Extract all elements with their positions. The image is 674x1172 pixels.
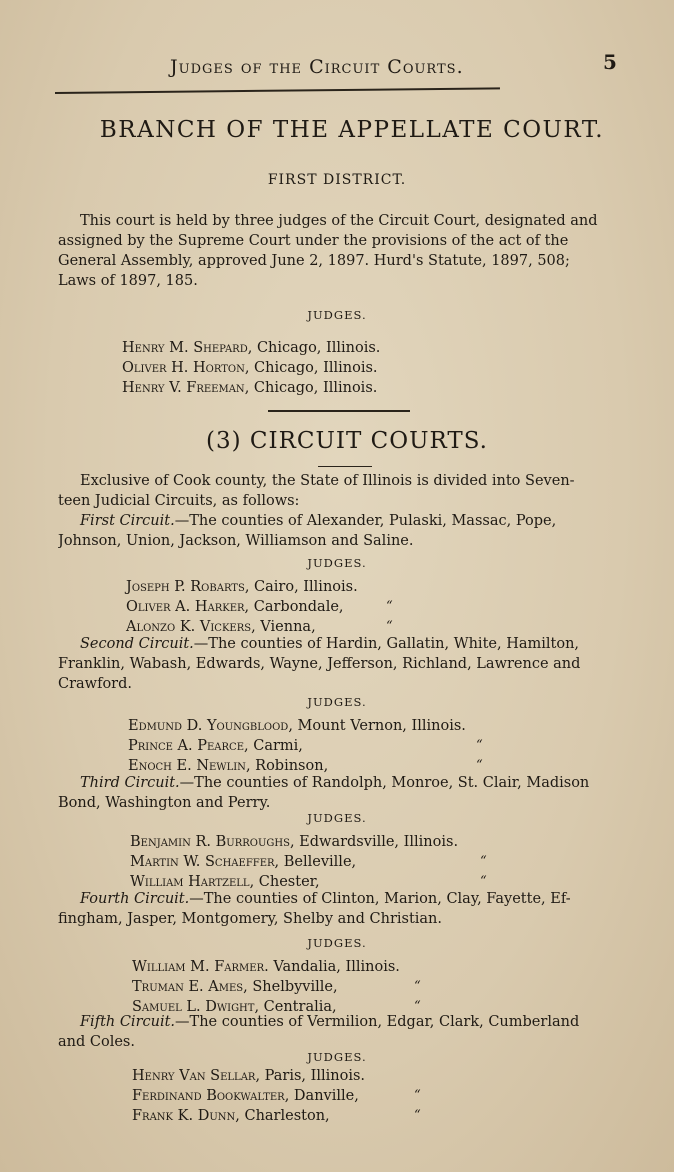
circuit-name: First Circuit. <box>80 513 175 529</box>
judge-place: , Carbondale, <box>244 599 344 615</box>
judge-entry <box>122 358 380 378</box>
judges-label: JUDGES. <box>307 936 367 950</box>
judges-label: JUDGES. <box>307 308 367 322</box>
judge-name: Enoch E. Newlin <box>128 758 246 774</box>
circuit-desc: —The counties of Vermilion, Edgar, Clark, Cumberland <box>175 1014 580 1030</box>
ditto-mark: “ <box>480 854 487 869</box>
paragraph-line <box>58 889 624 909</box>
paragraph-line: teen Judicial Circuits, as follows: <box>58 493 300 509</box>
paragraph-line <box>58 511 624 531</box>
second-circuit-description <box>58 634 624 694</box>
judge-entry <box>132 957 400 977</box>
district-heading: FIRST DISTRICT. <box>267 172 407 188</box>
judge-name: Truman E. Ames <box>132 979 244 995</box>
judges-label: JUDGES. <box>307 811 367 825</box>
paragraph-line <box>58 1012 624 1032</box>
judge-place: , Edwardsville, Illinois. <box>289 834 459 850</box>
paragraph-line: Exclusive of Cook county, the State of Illinois is divided into Seven- <box>80 473 575 489</box>
judge-place: , Vienna, <box>251 619 316 635</box>
circuit-desc: —The counties of Hardin, Gallatin, White, Hamilton, <box>193 636 580 652</box>
judge-name: Oliver H. Horton <box>122 360 245 376</box>
first-circuit-judge-list <box>126 577 393 637</box>
judge-entry <box>128 716 466 736</box>
judge-entry <box>122 338 380 358</box>
judge-place: , Robinson, <box>245 758 329 774</box>
page-number: 5 <box>603 50 617 74</box>
paragraph-line: Johnson, Union, Jackson, Williamson and Saline. <box>58 533 414 549</box>
fifth-circuit-description <box>58 1012 624 1052</box>
fourth-circuit-judge-list <box>132 957 421 1017</box>
fourth-circuit-description <box>58 889 624 929</box>
judge-name: Henry M. Shepard <box>122 340 248 356</box>
paragraph-line: Franklin, Wabash, Edwards, Wayne, Jefferson, Richland, Lawrence and <box>58 656 581 672</box>
paragraph-line: General Assembly, approved June 2, 1897. Hurd's Statute, 1897, 508; <box>58 253 570 269</box>
header-rule <box>55 87 500 94</box>
judge-entry <box>126 597 393 617</box>
circuit-desc: —The counties of Clinton, Marion, Clay, Fayette, Ef- <box>189 891 571 907</box>
judge-place: , Chicago, Illinois. <box>244 380 378 396</box>
circuit-desc: —The counties of Alexander, Pulaski, Massac, Pope, <box>174 513 557 529</box>
ditto-mark: “ <box>386 619 393 634</box>
circuit-name: Second Circuit. <box>80 636 194 652</box>
appellate-judge-list <box>122 338 380 398</box>
judge-entry <box>130 832 458 852</box>
judge-entry <box>130 852 487 872</box>
judge-place: , Belleville, <box>274 854 357 870</box>
judge-place: , Chester, <box>249 874 320 890</box>
judge-name: Henry V. Freeman <box>122 380 245 396</box>
paragraph-line <box>58 773 624 793</box>
judge-name: William M. Farmer <box>132 959 265 975</box>
ditto-mark: “ <box>386 599 393 614</box>
judge-place: , Chicago, Illinois. <box>247 340 381 356</box>
judge-name: Ferdinand Bookwalter <box>132 1088 285 1104</box>
judge-entry <box>132 1086 421 1106</box>
judge-name: Prince A. Pearce <box>128 738 244 754</box>
judge-name: Benjamin R. Burroughs <box>130 834 290 850</box>
judge-entry <box>132 1106 421 1126</box>
ditto-mark: “ <box>414 999 421 1014</box>
ditto-mark: “ <box>414 1108 421 1123</box>
judge-name: Frank K. Dunn <box>132 1108 236 1124</box>
paragraph-line <box>58 634 624 654</box>
appellate-court-heading: BRANCH OF THE APPELLATE COURT. <box>99 117 605 143</box>
ditto-mark: “ <box>480 874 487 889</box>
judge-entry <box>128 736 483 756</box>
fifth-circuit-judge-list <box>132 1066 421 1126</box>
circuits-intro <box>58 471 624 511</box>
section-divider <box>268 410 410 412</box>
judge-entry <box>132 977 421 997</box>
judge-name: Oliver A. Harker <box>126 599 245 615</box>
judge-place: , Danville, <box>284 1088 359 1104</box>
judges-label: JUDGES. <box>307 556 367 570</box>
judge-place: , Cairo, Illinois. <box>244 579 358 595</box>
judge-place: , Mount Vernon, Illinois. <box>288 718 466 734</box>
judge-place: , Paris, Illinois. <box>255 1068 366 1084</box>
paragraph-line: Bond, Washington and Perry. <box>58 795 271 811</box>
judge-name: William Hartzell <box>130 874 250 890</box>
judges-label: JUDGES. <box>307 695 367 709</box>
judge-name: Martin W. Schaeffer <box>130 854 275 870</box>
judge-place: , Centralia, <box>254 999 337 1015</box>
paragraph-line: fingham, Jasper, Montgomery, Shelby and Christian. <box>58 911 443 927</box>
circuit-desc: —The counties of Randolph, Monroe, St. Clair, Madison <box>179 775 590 791</box>
judge-name: Samuel L. Dwight <box>132 999 255 1015</box>
ditto-mark: “ <box>414 979 421 994</box>
circuit-name: Third Circuit. <box>80 775 180 791</box>
paragraph-line: Crawford. <box>58 676 133 692</box>
judge-name: Alonzo K. Vickers <box>126 619 252 635</box>
paragraph-line: This court is held by three judges of the Circuit Court, designated and <box>80 213 598 229</box>
second-circuit-judge-list <box>128 716 483 776</box>
judge-place: , Chicago, Illinois. <box>244 360 378 376</box>
judge-place: , Carmi, <box>244 738 303 754</box>
judge-name: Joseph P. Robarts <box>126 579 245 595</box>
running-head <box>0 50 674 80</box>
third-circuit-description <box>58 773 624 813</box>
heading-underline <box>318 466 372 467</box>
judge-entry <box>132 1066 365 1086</box>
running-title: Judges of the Circuit Courts. <box>170 56 464 78</box>
third-circuit-judge-list <box>130 832 487 892</box>
ditto-mark: “ <box>476 738 483 753</box>
circuit-name: Fourth Circuit. <box>80 891 190 907</box>
judge-name: Edmund D. Youngblood <box>128 718 289 734</box>
judges-label: JUDGES. <box>307 1050 367 1064</box>
judge-place: . Vandalia, Illinois. <box>264 959 400 975</box>
judge-place: , Charleston, <box>235 1108 330 1124</box>
paragraph-line: and Coles. <box>58 1034 135 1050</box>
paragraph-line: assigned by the Supreme Court under the provisions of the act of the <box>58 233 569 249</box>
ditto-mark: “ <box>476 758 483 773</box>
judge-entry <box>126 577 358 597</box>
first-circuit-description <box>58 511 624 551</box>
ditto-mark: “ <box>414 1088 421 1103</box>
appellate-paragraph <box>58 211 624 291</box>
circuit-courts-heading: (3) CIRCUIT COURTS. <box>206 428 488 454</box>
paragraph-line: Laws of 1897, 185. <box>58 273 198 289</box>
judge-entry <box>122 378 380 398</box>
circuit-name: Fifth Circuit. <box>80 1014 176 1030</box>
judge-name: Henry Van Sellar <box>132 1068 256 1084</box>
judge-place: , Shelbyville, <box>243 979 338 995</box>
